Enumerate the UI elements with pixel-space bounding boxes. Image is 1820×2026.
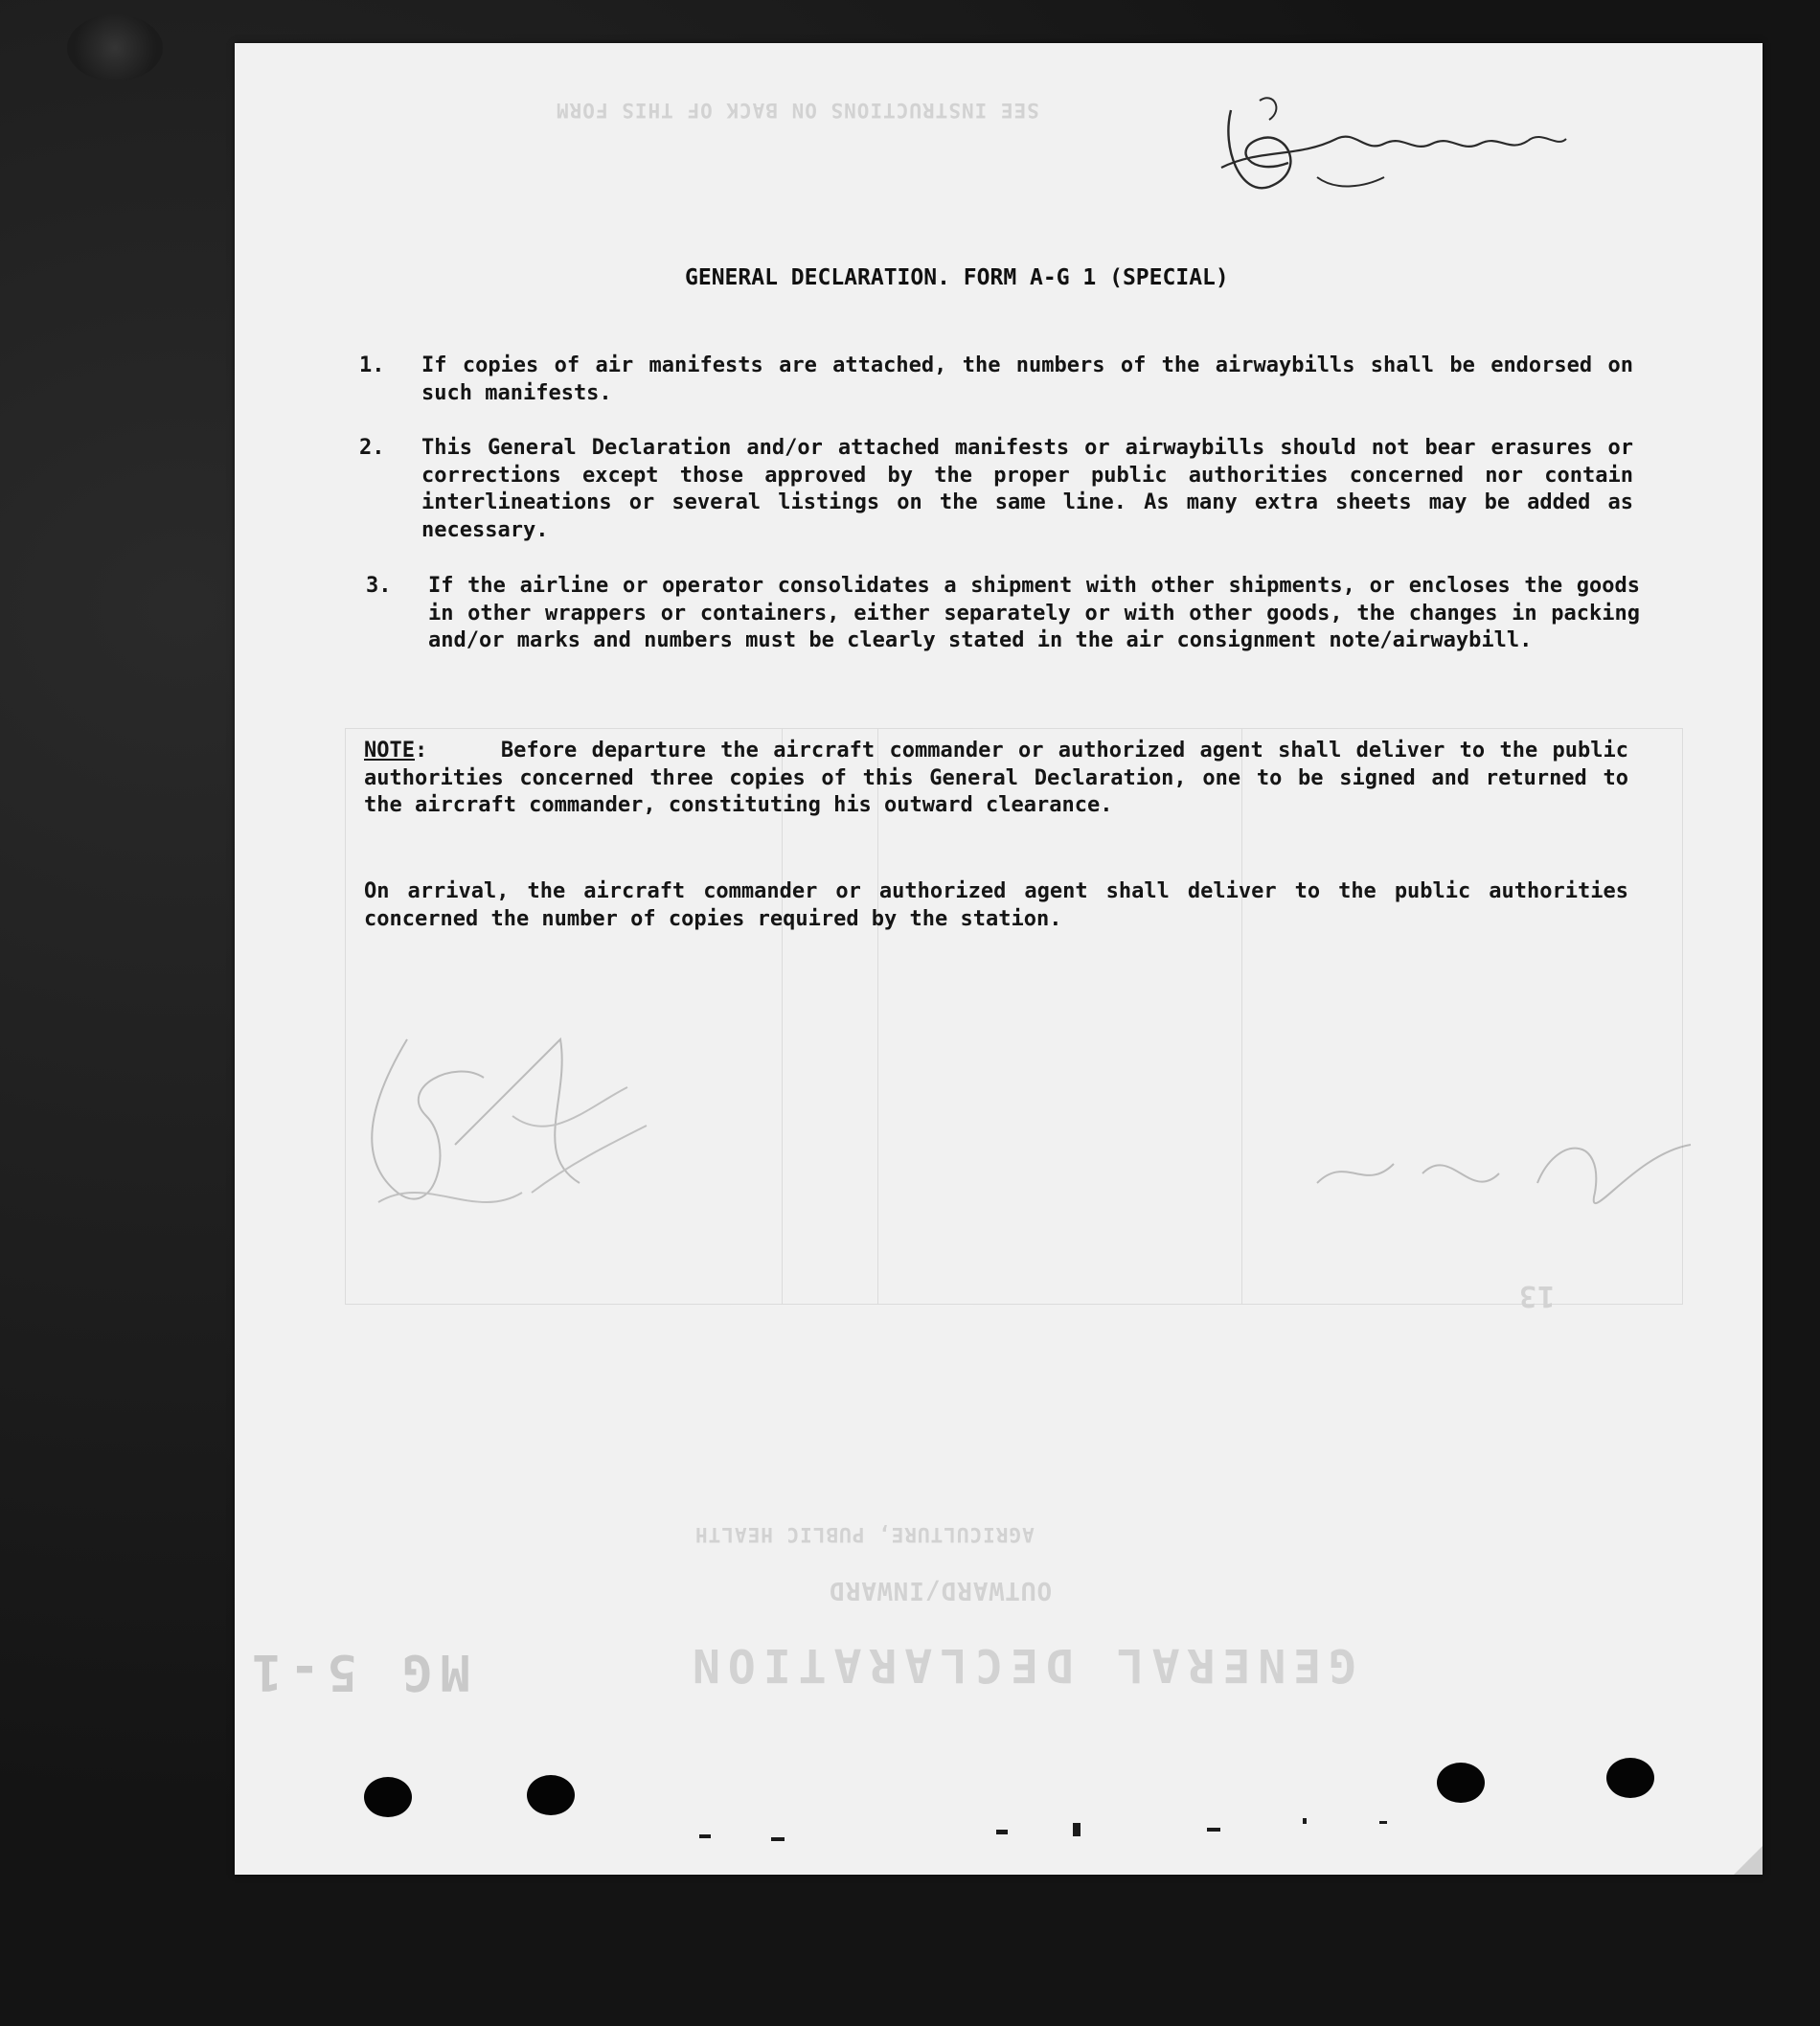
note-text: Before departure the aircraft commander or authorized agent shall deliver to the public authorities concerned three copies of this General Declaration, one to be signed and returned to the aircraft commander, constituting his outward clearance.	[364, 739, 1629, 817]
handwritten-signature	[1202, 72, 1585, 216]
scan-speck	[1073, 1823, 1081, 1836]
instruction-number: 3.	[366, 574, 392, 598]
scan-speck	[699, 1834, 711, 1838]
bleed-through-agriculture: AGRICULTURE, PUBLIC HEALTH	[694, 1523, 1035, 1546]
scan-speck	[1303, 1818, 1307, 1824]
document-page	[235, 43, 1763, 1875]
note-colon: :	[414, 739, 428, 763]
instruction-text: If copies of air manifests are attached, the numbers of the airwaybills shall be endorsed on such manifests.	[421, 353, 1633, 405]
note-paragraph	[364, 738, 1628, 820]
scan-speck	[771, 1837, 785, 1841]
page-corner-fold	[1734, 1846, 1763, 1875]
bleed-through-page-ref: 13	[1518, 1279, 1556, 1312]
scan-artifact	[67, 14, 163, 81]
bleed-through-signature	[340, 1001, 666, 1250]
arrival-paragraph: On arrival, the aircraft commander or authorized agent shall deliver to the public authorities concerned the number of copies required by the station.	[364, 879, 1628, 931]
scan-speck	[1207, 1828, 1220, 1832]
bleed-through-title: GENERAL DECLARATION	[685, 1638, 1357, 1692]
bleed-through-subtitle: OUTWARD/INWARD	[829, 1576, 1053, 1605]
instruction-text: If the airline or operator consolidates a shipment with other shipments, or encloses the goods in other wrappers or containers, either separately or with other goods, the changes in packing and/or marks and numbers must be clearly stated in the air consignment note/airwaybill.	[428, 574, 1640, 652]
bleed-through-signature	[1308, 1116, 1710, 1231]
instruction-number: 2.	[359, 436, 385, 460]
punch-hole	[1606, 1758, 1654, 1798]
scan-speck	[1379, 1821, 1387, 1824]
bleed-through-heading: SEE INSTRUCTIONS ON BACK OF THIS FORM	[556, 99, 1039, 122]
scan-speck	[996, 1830, 1008, 1834]
instruction-number: 1.	[359, 353, 385, 377]
instruction-text: This General Declaration and/or attached manifests or airwaybills should not bear erasures or corrections except those approved by the proper public authorities concerned nor contain interlineations or several listings on the same line. As many extra sheets may be added as necessary.	[421, 436, 1633, 542]
punch-hole	[1437, 1763, 1485, 1803]
bleed-through-handwriting: MG 5-1	[244, 1643, 470, 1700]
punch-hole	[527, 1775, 575, 1815]
punch-hole	[364, 1777, 412, 1817]
form-title: GENERAL DECLARATION. FORM A-G 1 (SPECIAL)	[685, 265, 1229, 290]
note-label: NOTE	[364, 739, 415, 763]
